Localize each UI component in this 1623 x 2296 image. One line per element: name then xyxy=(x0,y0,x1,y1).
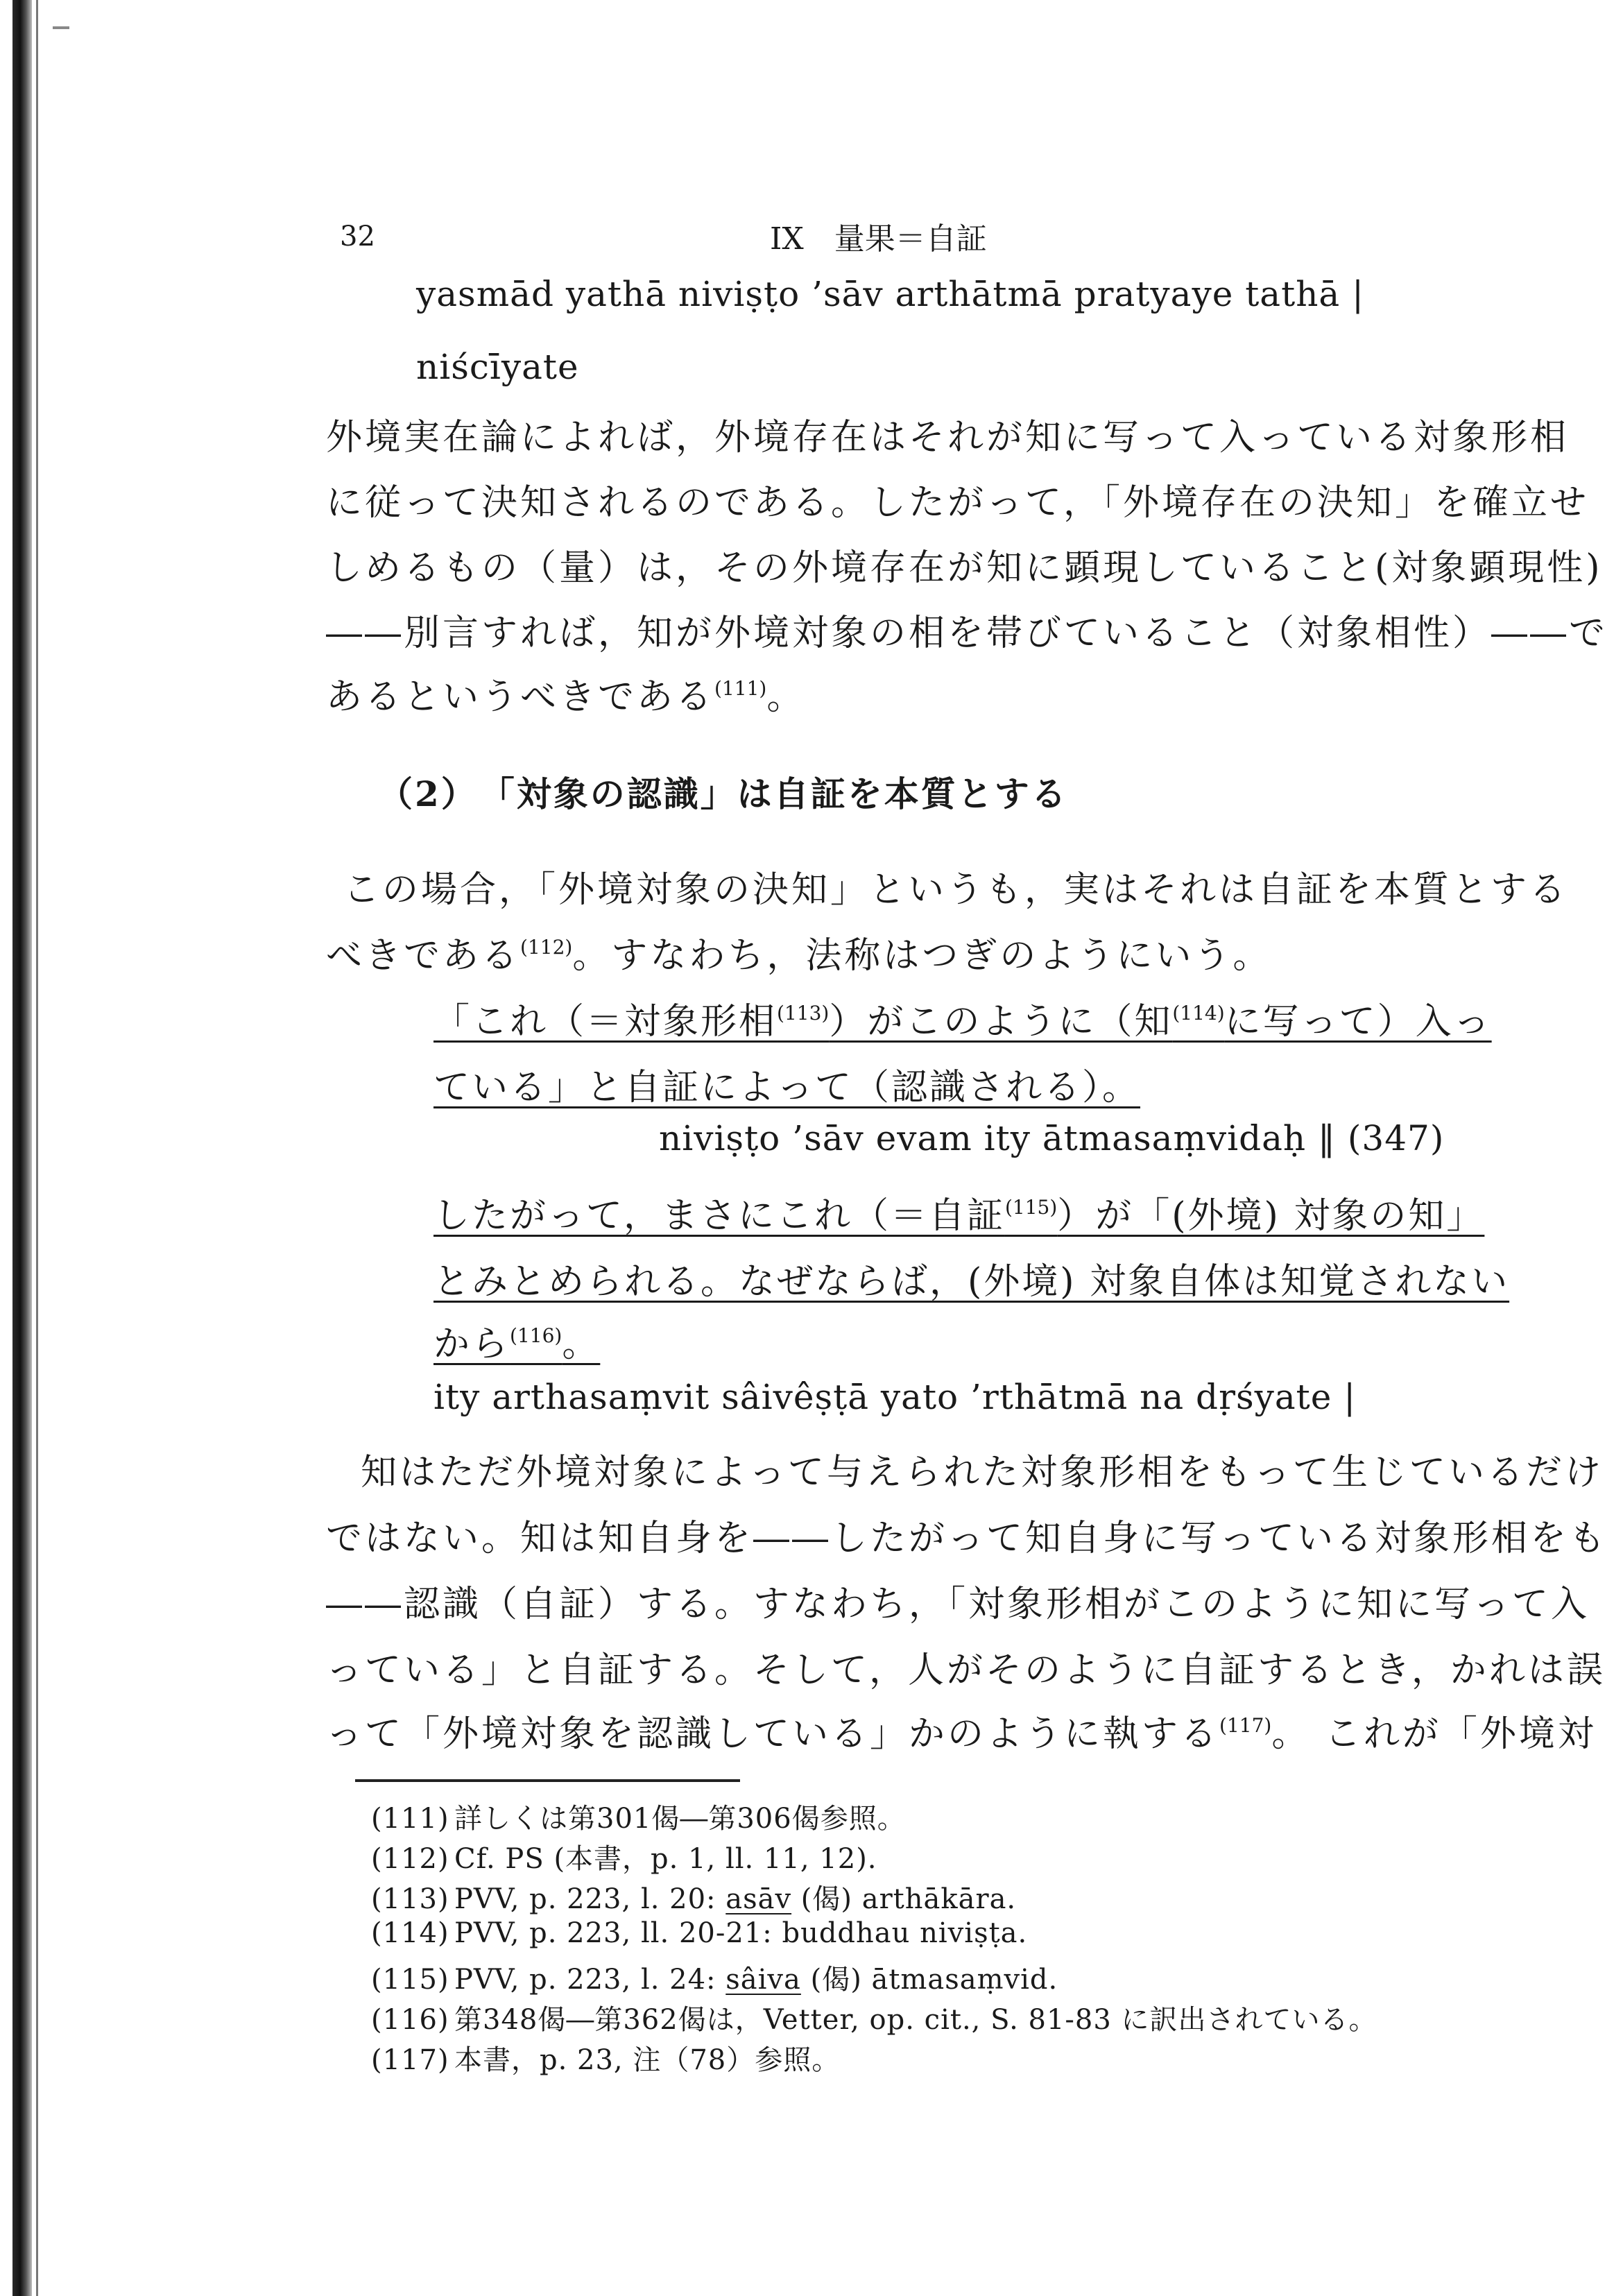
footnote-number: (114) xyxy=(371,1917,449,1949)
footnote-number: (116) xyxy=(371,2004,449,2036)
footnote-number: (117) xyxy=(371,2044,449,2076)
quote-text: から xyxy=(433,1323,510,1365)
body-line xyxy=(326,1704,1597,1756)
body-text: あるというべきである xyxy=(326,676,715,718)
footnote xyxy=(371,1877,1016,1917)
transliteration-line-2: niścīyate xyxy=(416,347,579,387)
body-line: ではない。知は知自身を――したがって知自身に写っている対象形相をも xyxy=(326,1518,1608,1559)
footnote-ref: (114) xyxy=(1172,1002,1225,1025)
footnote-number: (113) xyxy=(371,1883,449,1915)
footnote-ref: (116) xyxy=(510,1324,563,1347)
footnote-text: PVV, p. 223, l. 24: xyxy=(454,1964,726,1996)
footnote-ref: (113) xyxy=(777,1002,830,1025)
body-text: って「外境対象を認識している」かのように執する xyxy=(326,1713,1220,1755)
footnote xyxy=(371,1957,1058,1997)
footnote-ref: (117) xyxy=(1219,1714,1272,1737)
body-line xyxy=(326,667,805,719)
scan-binding-edge xyxy=(12,0,32,2296)
body-line: っている」と自証する。そして，人がそのように自証するとき，かれは誤 xyxy=(326,1650,1606,1691)
footnote-text: (偈) arthākāra. xyxy=(791,1883,1017,1915)
quote-line xyxy=(433,992,1492,1044)
footnote-ref: (115) xyxy=(1004,1196,1058,1219)
footnote-text: (偈) ātmasaṃvid. xyxy=(800,1964,1058,1996)
footnote-text: Cf. PS (本書，p. 1, ll. 11, 12). xyxy=(454,1843,877,1875)
body-text: 。 これが「外境対 xyxy=(1271,1713,1597,1755)
quote-line xyxy=(433,1186,1484,1238)
section-heading: （2） 「対象の認識」は自証を本質とする xyxy=(378,773,1068,814)
scan-mark xyxy=(53,26,69,29)
body-line: ――認識（自証）する。すなわち，「対象形相がこのように知に写って入 xyxy=(326,1584,1590,1625)
footnote-text: PVV, p. 223, l. 20: xyxy=(454,1883,726,1915)
quote-text: ）がこのように（知 xyxy=(829,1001,1173,1043)
footnote-number: (111) xyxy=(371,1803,449,1835)
footnote-text: PVV, p. 223, ll. 20-21: buddhau niviṣṭa. xyxy=(454,1917,1028,1949)
body-line: しめるもの（量）は，その外境存在が知に顕現していること(対象顕現性) xyxy=(326,547,1603,589)
body-text: べきである xyxy=(326,935,521,977)
transliteration-line-1: yasmād yathā niviṣṭo ’sāv arthātmā pratyaye tathā | xyxy=(416,274,1364,314)
quote-text: 。 xyxy=(562,1323,601,1365)
footnote-ref: (112) xyxy=(520,936,573,959)
footnote-text: sâiva xyxy=(725,1964,801,1996)
footnote-text: 本書，p. 23, 注（78）参照。 xyxy=(454,2044,841,2076)
body-line: 知はただ外境対象によって与えられた対象形相をもって生じているだけ xyxy=(361,1452,1604,1493)
footnote xyxy=(371,1837,877,1876)
verse-line: ity arthasaṃvit sâivêṣṭā yato ’rthātmā na dṛśyate | xyxy=(433,1377,1357,1417)
body-text: 。 xyxy=(766,676,806,718)
footnote-number: (112) xyxy=(371,1843,449,1875)
footnote-text: asāv xyxy=(725,1883,792,1915)
footnote-ref: (111) xyxy=(714,677,767,700)
footnote-text: 詳しくは第301偈―第306偈参照。 xyxy=(454,1803,906,1835)
quote-line: ている」と自証によって（認識される）。 xyxy=(433,1067,1141,1108)
body-line: この場合，「外境対象の決知」というも，実はそれは自証を本質とする xyxy=(343,869,1569,911)
footnote xyxy=(371,1998,1377,2037)
footnote-text: 第348偈―第362偈は，Vetter, op. cit., S. 81-83 に訳出されている。 xyxy=(454,2004,1377,2036)
quote-line xyxy=(433,1314,600,1367)
footnote-rule xyxy=(355,1779,740,1782)
running-head: IX 量果＝自証 xyxy=(770,221,987,257)
quote-text: に写って）入っ xyxy=(1224,1001,1492,1043)
verse-line: niviṣṭo ’sāv evam ity ātmasaṃvidaḥ ‖ (347) xyxy=(659,1118,1445,1158)
body-text: 。すなわち，法称はつぎのようにいう。 xyxy=(572,935,1272,977)
quote-text: したがって，まさにこれ（＝自証 xyxy=(433,1195,1005,1237)
quote-text: ）が「(外境) 対象の知」 xyxy=(1057,1195,1485,1237)
footnote xyxy=(371,2038,840,2077)
footnote xyxy=(371,1917,1027,1949)
body-line: に従って決知されるのである。したがって，「外境存在の決知」を確立せ xyxy=(326,482,1589,524)
body-line: 外境実在論によれば，外境存在はそれが知に写って入っている対象形相 xyxy=(326,417,1570,459)
quote-text: 「これ（＝対象形相 xyxy=(433,1001,778,1043)
footnote xyxy=(371,1797,906,1836)
footnote-number: (115) xyxy=(371,1964,449,1996)
page-number: 32 xyxy=(340,221,375,252)
quote-line: とみとめられる。なぜならば，(外境) 対象自体は知覚されない xyxy=(433,1261,1510,1303)
scan-binding-line xyxy=(36,0,38,2296)
body-line: ――別言すれば，知が外境対象の相を帯びていること（対象相性）――で xyxy=(326,612,1608,654)
body-line xyxy=(326,926,1271,978)
